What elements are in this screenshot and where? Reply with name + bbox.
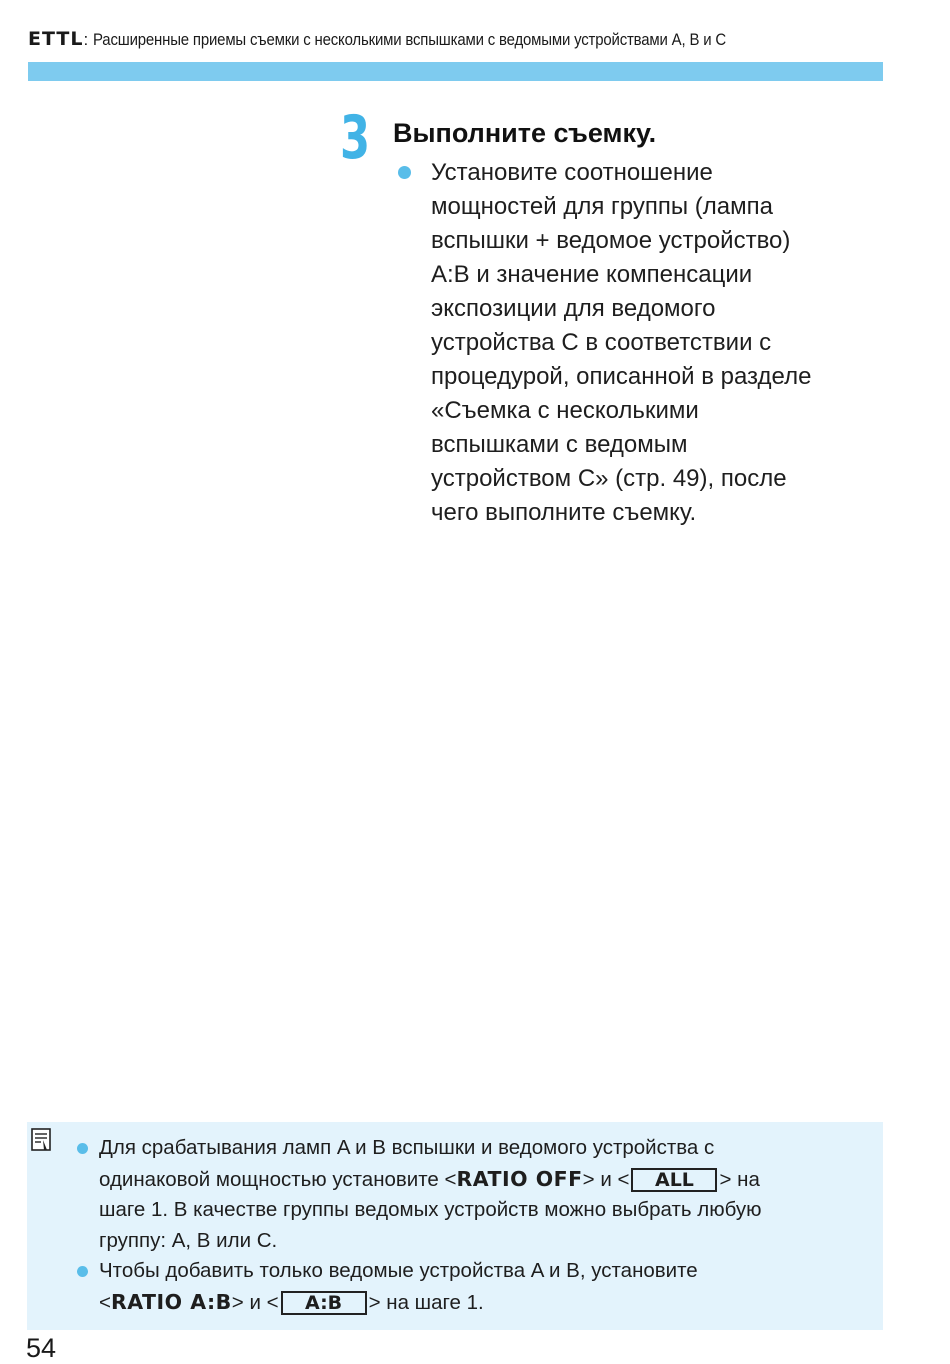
note-text-segment: > на — [719, 1167, 760, 1191]
bullet-dot-icon — [398, 166, 411, 179]
note-text-segment: > на шаге 1. — [368, 1290, 484, 1314]
lcd-ratio-off-label: RATIO OFF — [456, 1166, 583, 1191]
note-list — [77, 1133, 877, 1318]
step-text-line: вспышками с ведомым — [431, 431, 688, 458]
step-text-line: устройства C в соответствии с — [431, 329, 772, 356]
note-item — [77, 1256, 877, 1318]
header-subtitle: Расширенные приемы съемки с несколькими вспышками с ведомыми устройствами A, B и C — [92, 30, 726, 49]
lcd-all-boxed-label: ALL — [631, 1168, 717, 1192]
step-text-line: процедурой, описанной в разделе — [431, 363, 812, 390]
note-text-line: Для срабатывания ламп A и B вспышки и ведомого устройства с — [99, 1136, 715, 1159]
header-separator: : — [83, 30, 88, 49]
step-text-line: «Съемка с несколькими — [431, 397, 699, 424]
note-text-line — [99, 1287, 877, 1319]
note-text-line: группу: A, B или C. — [99, 1228, 278, 1252]
step-text-line: Установите соотношение — [431, 159, 713, 186]
header-title — [28, 28, 883, 50]
note-text-segment: одинаковой мощностью установите < — [99, 1167, 457, 1191]
note-text-line: шаге 1. В качестве группы ведомых устройств можно выбрать любую — [99, 1198, 762, 1221]
header-mode-label: ETTL — [28, 28, 84, 50]
note-text-line: Чтобы добавить только ведомые устройства A и B, установите — [99, 1259, 698, 1282]
step-text-line: устройством C» (стр. 49), после — [431, 465, 787, 492]
note-text-segment: > и < — [582, 1167, 630, 1191]
lcd-ratio-ab-label: RATIO A:B — [110, 1289, 232, 1314]
step-bullet — [398, 156, 868, 530]
step-instructions — [398, 156, 868, 530]
step-text-line: вспышки + ведомое устройство) — [431, 227, 791, 254]
page-number: 54 — [26, 1333, 57, 1363]
step-text-line: чего выполните съемку. — [431, 499, 697, 526]
bullet-dot-icon — [77, 1266, 88, 1277]
step-title: Выполните съемку. — [393, 118, 657, 148]
page-header — [28, 28, 883, 50]
step-number: 3 — [340, 103, 371, 173]
bullet-dot-icon — [77, 1143, 88, 1154]
note-memo-icon — [31, 1128, 51, 1152]
lcd-ab-boxed-label: A:B — [281, 1291, 367, 1315]
step-text-line: мощностей для группы (лампа — [431, 193, 773, 220]
step-text-line: A:B и значение компенсации — [431, 261, 753, 288]
header-accent-bar — [28, 62, 883, 81]
step-text-line: экспозиции для ведомого — [431, 295, 716, 322]
note-box — [27, 1122, 883, 1330]
note-text-segment: > и < — [231, 1290, 279, 1314]
note-item — [77, 1133, 877, 1256]
note-text-line — [99, 1164, 877, 1196]
note-text-segment: < — [99, 1290, 111, 1314]
